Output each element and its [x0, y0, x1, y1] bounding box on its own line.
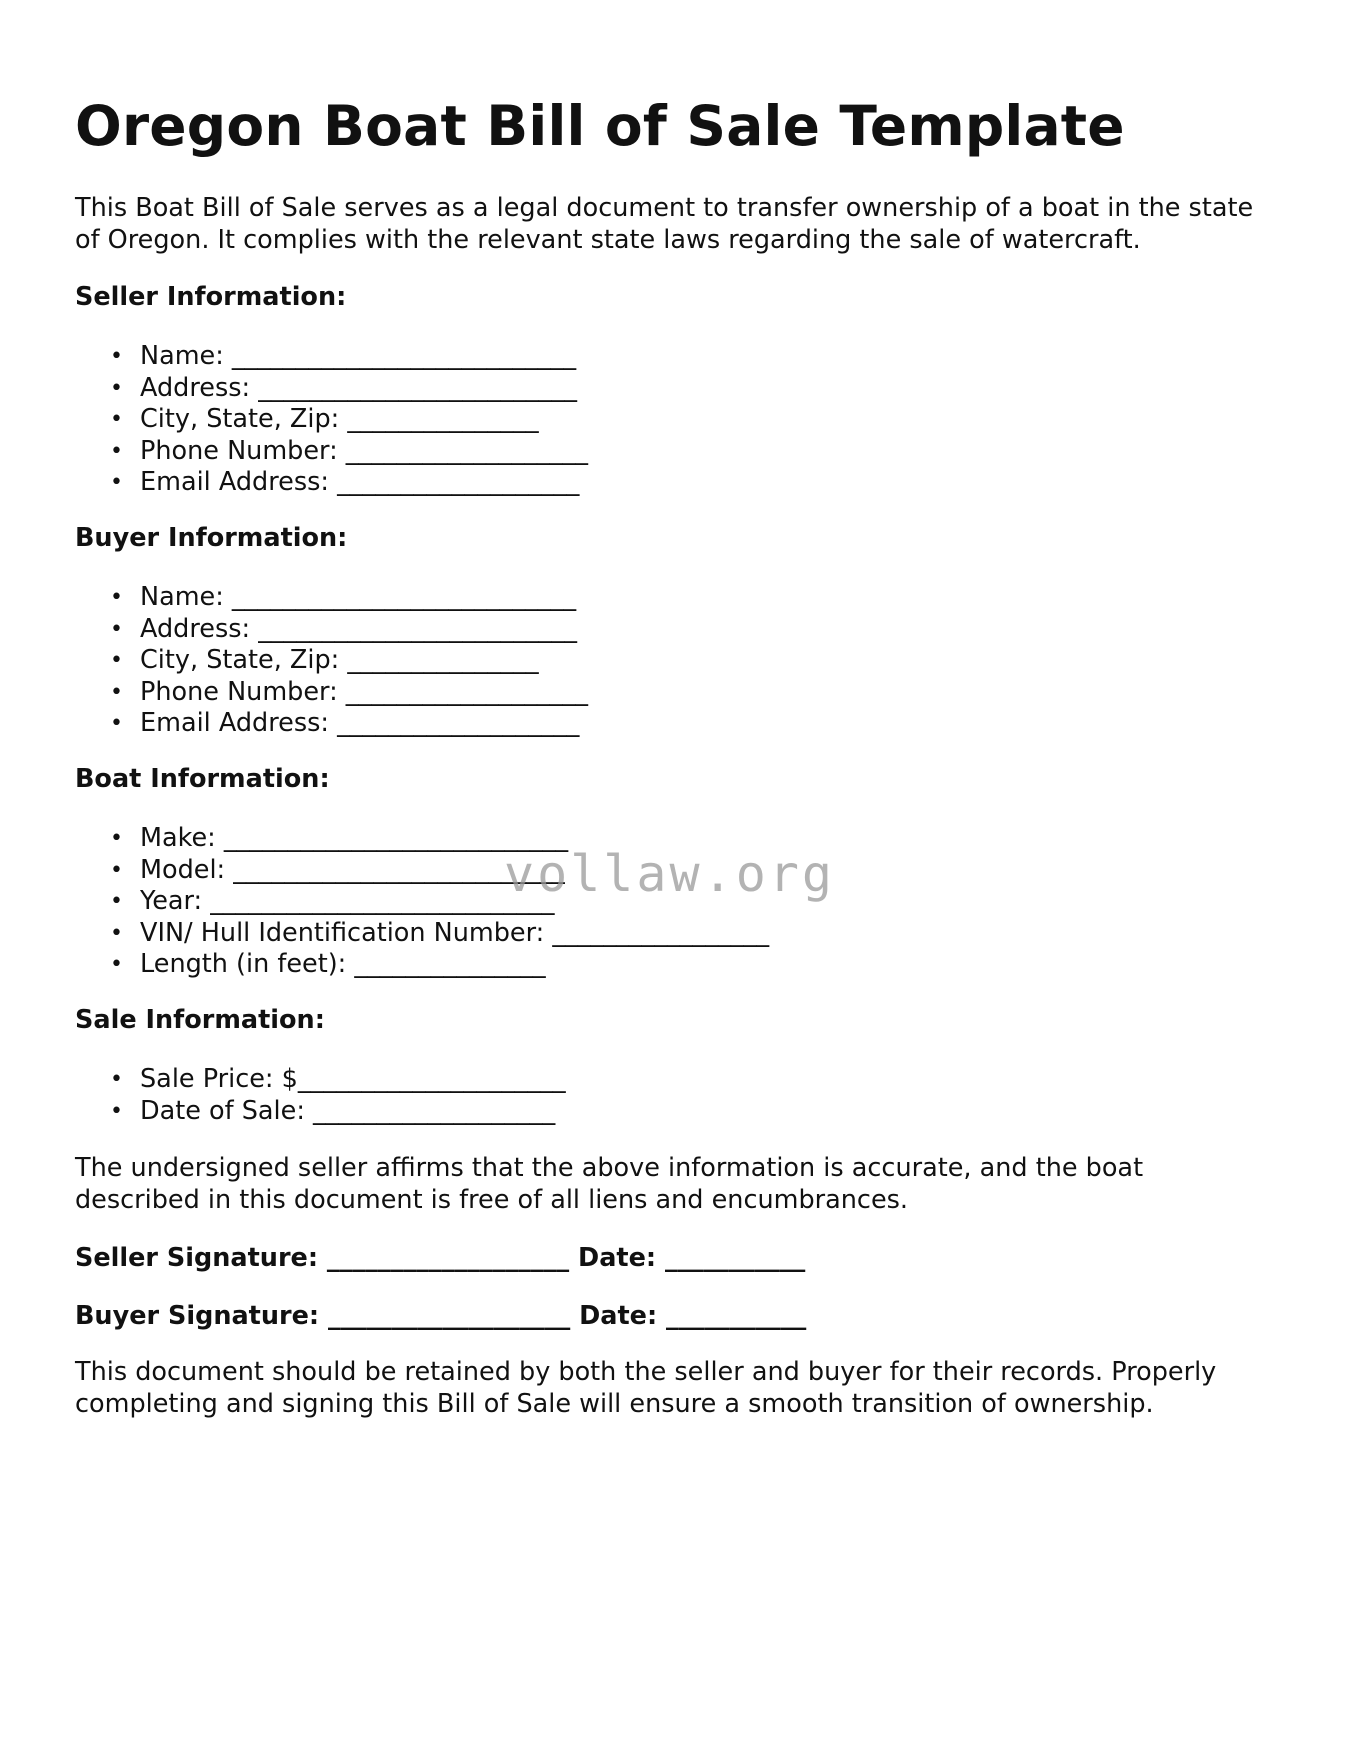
seller-field-list — [75, 341, 588, 499]
affirmation-paragraph: The undersigned seller affirms that the above information is accurate, and the boat described in this document is free of all liens and encumbrances. — [75, 1153, 1144, 1215]
sale-date-field[interactable]: • Date of Sale: ___________________ — [110, 1095, 556, 1126]
intro-paragraph: This Boat Bill of Sale serves as a legal document to transfer ownership of a boat in the state of Oregon. It complies with the relevant state laws regarding the sale of watercraft. — [75, 193, 1254, 255]
bullet-icon: • — [110, 679, 123, 705]
sale-section-heading: Sale Information: — [75, 1005, 325, 1035]
buyer-section-heading: Buyer Information: — [75, 523, 348, 553]
boat-make-field[interactable]: • Make: ___________________________ — [110, 823, 569, 853]
bullet-icon: • — [110, 648, 123, 673]
bullet-icon: • — [110, 438, 123, 464]
bullet-icon: • — [110, 1067, 123, 1092]
seller-signature-line[interactable]: Seller Signature: ___________________ Date: ___________ — [75, 1243, 806, 1273]
bullet-icon: • — [110, 344, 123, 369]
bullet-icon: • — [110, 857, 123, 883]
closing-paragraph: This document should be retained by both the seller and buyer for their records. Properly completing and signing this Bill of Sale will ensure a smooth transition of ownership. — [75, 1357, 1217, 1419]
bullet-icon: • — [110, 375, 123, 401]
seller-city-state-zip-field[interactable]: • City, State, Zip: _______________ — [110, 404, 539, 434]
buyer-address-field[interactable]: • Address: _________________________ — [110, 613, 577, 644]
buyer-phone-field[interactable]: • Phone Number: ___________________ — [110, 676, 589, 707]
bullet-icon: • — [110, 826, 123, 851]
bullet-icon: • — [110, 1098, 123, 1124]
bullet-icon: • — [110, 889, 123, 914]
bullet-icon: • — [110, 616, 123, 642]
boat-year-field[interactable]: • Year: ___________________________ — [110, 886, 555, 916]
boat-hull-id-field[interactable]: • VIN/ Hull Identification Number: _________________ — [110, 917, 770, 948]
seller-phone-field[interactable]: • Phone Number: ___________________ — [110, 435, 589, 466]
bullet-icon: • — [110, 585, 123, 610]
boat-model-field[interactable]: • Model: __________________________ — [110, 854, 565, 885]
seller-address-field[interactable]: • Address: _________________________ — [110, 372, 577, 403]
buyer-field-list — [75, 582, 588, 740]
sale-field-list — [75, 1064, 566, 1127]
buyer-city-state-zip-field[interactable]: • City, State, Zip: _______________ — [110, 645, 539, 675]
boat-section-heading: Boat Information: — [75, 764, 330, 794]
buyer-name-field[interactable]: • Name: ___________________________ — [110, 582, 577, 612]
document-title: Oregon Boat Bill of Sale Template — [75, 94, 1125, 158]
bullet-icon: • — [110, 407, 123, 432]
bullet-icon: • — [110, 920, 123, 946]
buyer-signature-line[interactable]: Buyer Signature: ___________________ Date: ___________ — [75, 1301, 807, 1331]
buyer-email-field[interactable]: • Email Address: ___________________ — [110, 708, 580, 738]
bullet-icon: • — [110, 711, 123, 736]
bullet-icon: • — [110, 470, 123, 495]
bullet-icon: • — [110, 952, 123, 977]
seller-name-field[interactable]: • Name: ___________________________ — [110, 341, 577, 371]
seller-email-field[interactable]: • Email Address: ___________________ — [110, 467, 580, 497]
sale-price-field[interactable]: • Sale Price: $_____________________ — [110, 1064, 566, 1094]
watermark-text: vollaw.org — [504, 845, 836, 903]
boat-length-field[interactable]: • Length (in feet): _______________ — [110, 949, 546, 979]
seller-section-heading: Seller Information: — [75, 282, 347, 312]
